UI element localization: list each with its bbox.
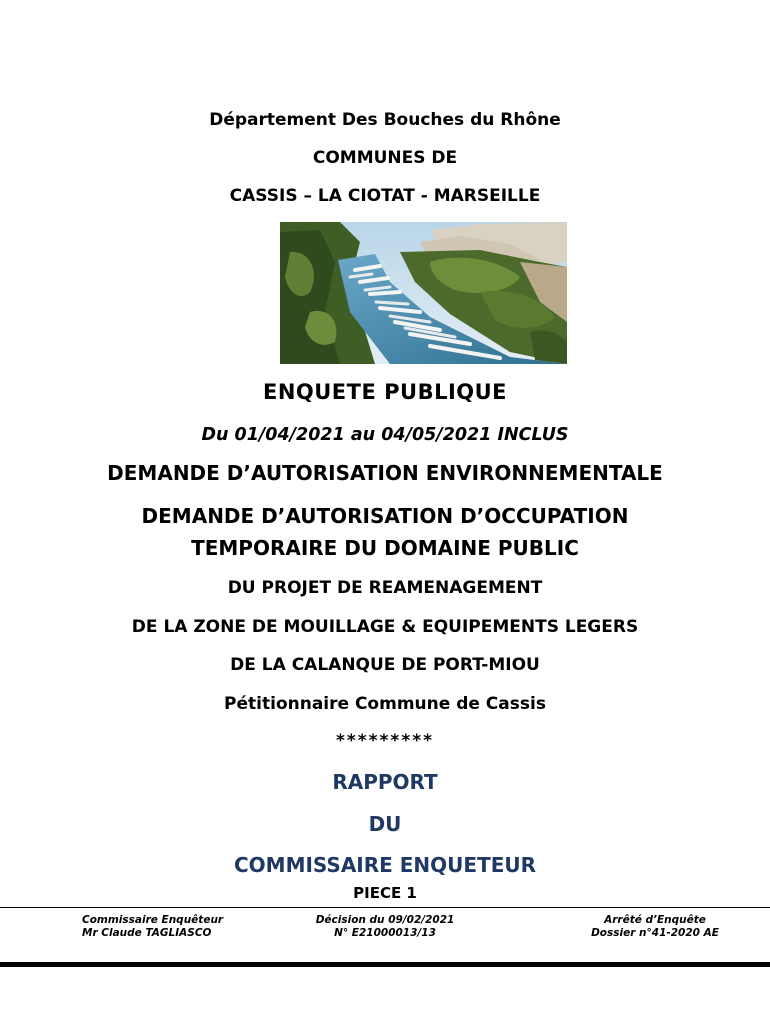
demande-environnementale: DEMANDE D’AUTORISATION ENVIRONNEMENTALE [107, 461, 663, 485]
petitionnaire: Pétitionnaire Commune de Cassis [224, 694, 546, 714]
report-line2: DU [368, 812, 402, 836]
report-line3: COMMISSAIRE ENQUETEUR [233, 853, 537, 877]
separator-stars: ********* [335, 731, 434, 751]
demande-occupation-line1: DEMANDE D’AUTORISATION D’OCCUPATION [141, 504, 629, 528]
enquete-dates: Du 01/04/2021 au 04/05/2021 INCLUS [201, 425, 569, 445]
footer-center-line2: N° E21000013/13 [334, 927, 436, 939]
communes-list: CASSIS – LA CIOTAT - MARSEILLE [229, 186, 541, 206]
projet-line3: DE LA CALANQUE DE PORT-MIOU [230, 655, 540, 675]
projet-line1: DU PROJET DE REAMENAGEMENT [227, 578, 543, 598]
footer-center [300, 914, 470, 940]
department-heading: Département Des Bouches du Rhône [209, 110, 561, 130]
footer-top-rule [0, 907, 770, 908]
enquete-title: ENQUETE PUBLIQUE [262, 380, 508, 404]
report-line1: RAPPORT [332, 770, 438, 794]
demande-occupation-line2: TEMPORAIRE DU DOMAINE PUBLIC [191, 536, 579, 560]
footer-left [82, 914, 223, 940]
projet-line2: DE LA ZONE DE MOUILLAGE & EQUIPEMENTS LEGERS [131, 617, 639, 637]
footer-bottom-rule [0, 962, 770, 967]
piece-number: PIECE 1 [353, 884, 417, 902]
footer-left-line2: Mr Claude TAGLIASCO [82, 927, 212, 939]
calanque-photo [280, 222, 567, 364]
communes-label: COMMUNES DE [312, 148, 458, 168]
footer-center-line1: Décision du 09/02/2021 [315, 914, 455, 926]
footer-right-line2: Dossier n°41-2020 AE [591, 927, 719, 939]
footer-left-line1: Commissaire Enquêteur [82, 914, 224, 926]
footer-right [570, 914, 740, 940]
footer-right-line1: Arrêté d’Enquête [604, 914, 706, 926]
